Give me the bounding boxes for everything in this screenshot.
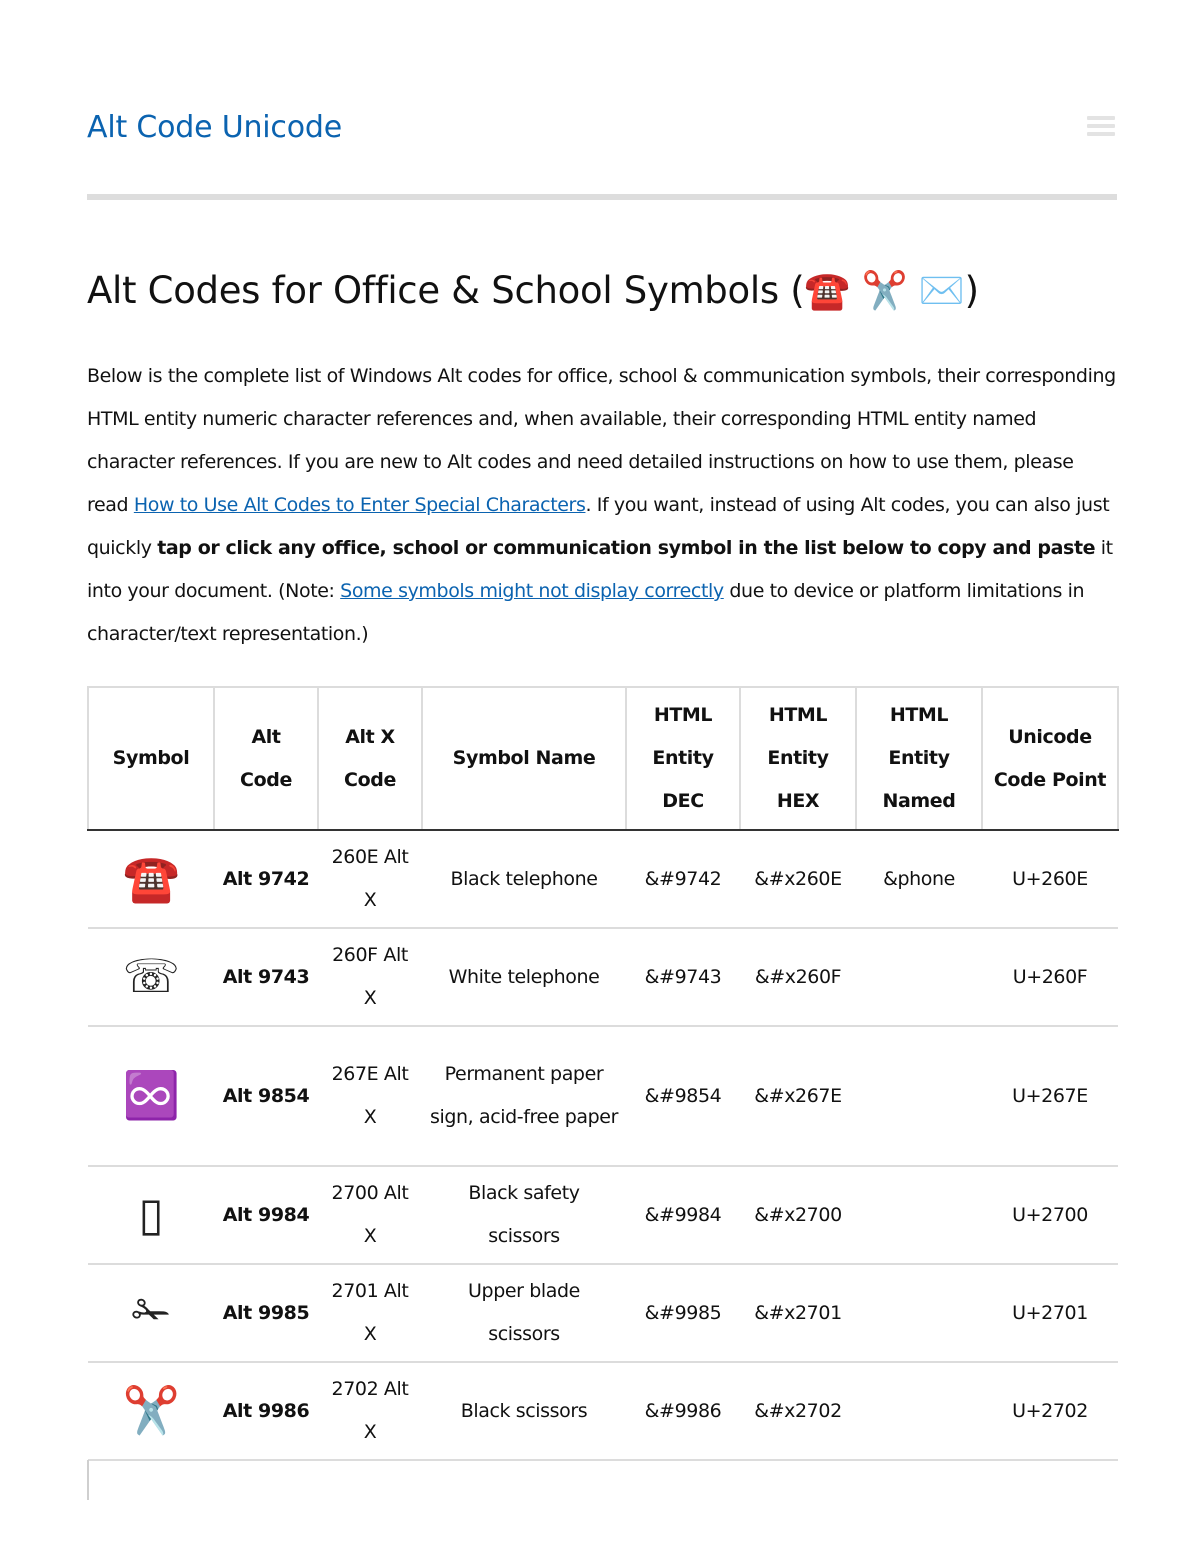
- intro-text-2: . If you want, instead of using Alt codes, you can also just quickly: [87, 494, 1110, 559]
- symbol-name-cell: Upper blade scissors: [422, 1264, 626, 1362]
- alt-code-cell: Alt 9743: [214, 928, 318, 1026]
- hamburger-menu-icon[interactable]: [1087, 116, 1115, 136]
- symbol-name-cell: Permanent paper sign, acid-free paper: [422, 1026, 626, 1166]
- html-dec-cell: &#9854: [626, 1026, 740, 1166]
- symbol-cell: [88, 928, 214, 1026]
- site-header: [87, 0, 1117, 200]
- header-alt-x-code: Alt X Code: [318, 687, 422, 830]
- alt-x-code-cell: 2700 Alt X: [318, 1166, 422, 1264]
- symbols-display-note-link[interactable]: Some symbols might not display correctly: [340, 580, 724, 602]
- alt-x-code-cell: 267E Alt X: [318, 1026, 422, 1166]
- header-html-entity-hex: HTML Entity HEX: [740, 687, 856, 830]
- content-edge-bar: [87, 1460, 89, 1500]
- html-hex-cell: &#x267E: [740, 1026, 856, 1166]
- intro-text-4: due to device or platform limitations in character/text representation.): [87, 580, 1085, 645]
- table-row: [88, 1264, 1118, 1362]
- html-dec-cell: &#9986: [626, 1362, 740, 1460]
- site-title-link[interactable]: Alt Code Unicode: [87, 110, 342, 145]
- html-named-cell: &phone: [856, 830, 982, 928]
- menu-bar: [1087, 116, 1115, 120]
- table-body: [88, 830, 1118, 1460]
- symbol-cell: [88, 830, 214, 928]
- copyable-symbol[interactable]: ☏: [122, 949, 180, 1003]
- page-container: [87, 0, 1117, 1443]
- unicode-cell: U+260E: [982, 830, 1118, 928]
- table-row: [88, 1026, 1118, 1166]
- unicode-cell: U+2700: [982, 1166, 1118, 1264]
- copyable-symbol[interactable]: ▯: [138, 1187, 164, 1241]
- unicode-cell: U+260F: [982, 928, 1118, 1026]
- header-html-entity-named: HTML Entity Named: [856, 687, 982, 830]
- unicode-cell: U+2702: [982, 1362, 1118, 1460]
- symbol-name-cell: White telephone: [422, 928, 626, 1026]
- copyable-symbol[interactable]: ☎️: [122, 851, 180, 905]
- symbol-name-cell: Black safety scissors: [422, 1166, 626, 1264]
- table-row: [88, 830, 1118, 928]
- intro-text-1: Below is the complete list of Windows Alt codes for office, school & communication symbols, their corresponding HTML entity numeric character references and, when available, their corresponding HTML entity named character references. If you are new to Alt codes and need detailed instructions on how to use them, please read: [87, 365, 1116, 516]
- symbol-name-cell: Black telephone: [422, 830, 626, 928]
- alt-code-cell: Alt 9854: [214, 1026, 318, 1166]
- html-dec-cell: &#9985: [626, 1264, 740, 1362]
- html-dec-cell: &#9743: [626, 928, 740, 1026]
- symbol-cell: [88, 1362, 214, 1460]
- alt-code-cell: Alt 9985: [214, 1264, 318, 1362]
- html-hex-cell: &#x2702: [740, 1362, 856, 1460]
- html-hex-cell: &#x2701: [740, 1264, 856, 1362]
- html-named-cell: [856, 1166, 982, 1264]
- intro-bold-instruction: tap or click any office, school or communication symbol in the list below to copy and paste: [157, 537, 1096, 559]
- menu-bar: [1087, 132, 1115, 136]
- html-named-cell: [856, 928, 982, 1026]
- header-html-entity-dec: HTML Entity DEC: [626, 687, 740, 830]
- alt-x-code-cell: 260E Alt X: [318, 830, 422, 928]
- header-symbol: Symbol: [88, 687, 214, 830]
- html-named-cell: [856, 1026, 982, 1166]
- table-header-row: [88, 687, 1118, 830]
- html-dec-cell: &#9984: [626, 1166, 740, 1264]
- symbol-name-cell: Black scissors: [422, 1362, 626, 1460]
- how-to-use-alt-codes-link[interactable]: How to Use Alt Codes to Enter Special Characters: [133, 494, 586, 516]
- html-named-cell: [856, 1264, 982, 1362]
- menu-bar: [1087, 124, 1115, 128]
- symbol-cell: [88, 1264, 214, 1362]
- intro-paragraph: [87, 355, 1117, 656]
- symbol-cell: [88, 1026, 214, 1166]
- alt-x-code-cell: 260F Alt X: [318, 928, 422, 1026]
- copyable-symbol[interactable]: ✂️: [122, 1383, 180, 1437]
- intro-text-3: it into your document. (Note:: [87, 537, 1113, 602]
- alt-x-code-cell: 2702 Alt X: [318, 1362, 422, 1460]
- html-hex-cell: &#x260F: [740, 928, 856, 1026]
- alt-codes-table: [87, 686, 1119, 1461]
- unicode-cell: U+267E: [982, 1026, 1118, 1166]
- copyable-symbol[interactable]: ♾️: [122, 1068, 180, 1122]
- alt-code-cell: Alt 9986: [214, 1362, 318, 1460]
- header-symbol-name: Symbol Name: [422, 687, 626, 830]
- table-row: [88, 928, 1118, 1026]
- alt-x-code-cell: 2701 Alt X: [318, 1264, 422, 1362]
- symbol-cell: [88, 1166, 214, 1264]
- copyable-symbol[interactable]: ✁: [131, 1285, 171, 1339]
- page-title: Alt Codes for Office & School Symbols (☎️ ✂️ ✉️): [87, 269, 979, 312]
- header-unicode-code-point: Unicode Code Point: [982, 687, 1118, 830]
- alt-code-cell: Alt 9742: [214, 830, 318, 928]
- table-row: [88, 1166, 1118, 1264]
- table-row: [88, 1362, 1118, 1460]
- html-hex-cell: &#x2700: [740, 1166, 856, 1264]
- header-alt-code: Alt Code: [214, 687, 318, 830]
- header-divider: [87, 194, 1117, 200]
- html-hex-cell: &#x260E: [740, 830, 856, 928]
- unicode-cell: U+2701: [982, 1264, 1118, 1362]
- html-dec-cell: &#9742: [626, 830, 740, 928]
- alt-code-cell: Alt 9984: [214, 1166, 318, 1264]
- html-named-cell: [856, 1362, 982, 1460]
